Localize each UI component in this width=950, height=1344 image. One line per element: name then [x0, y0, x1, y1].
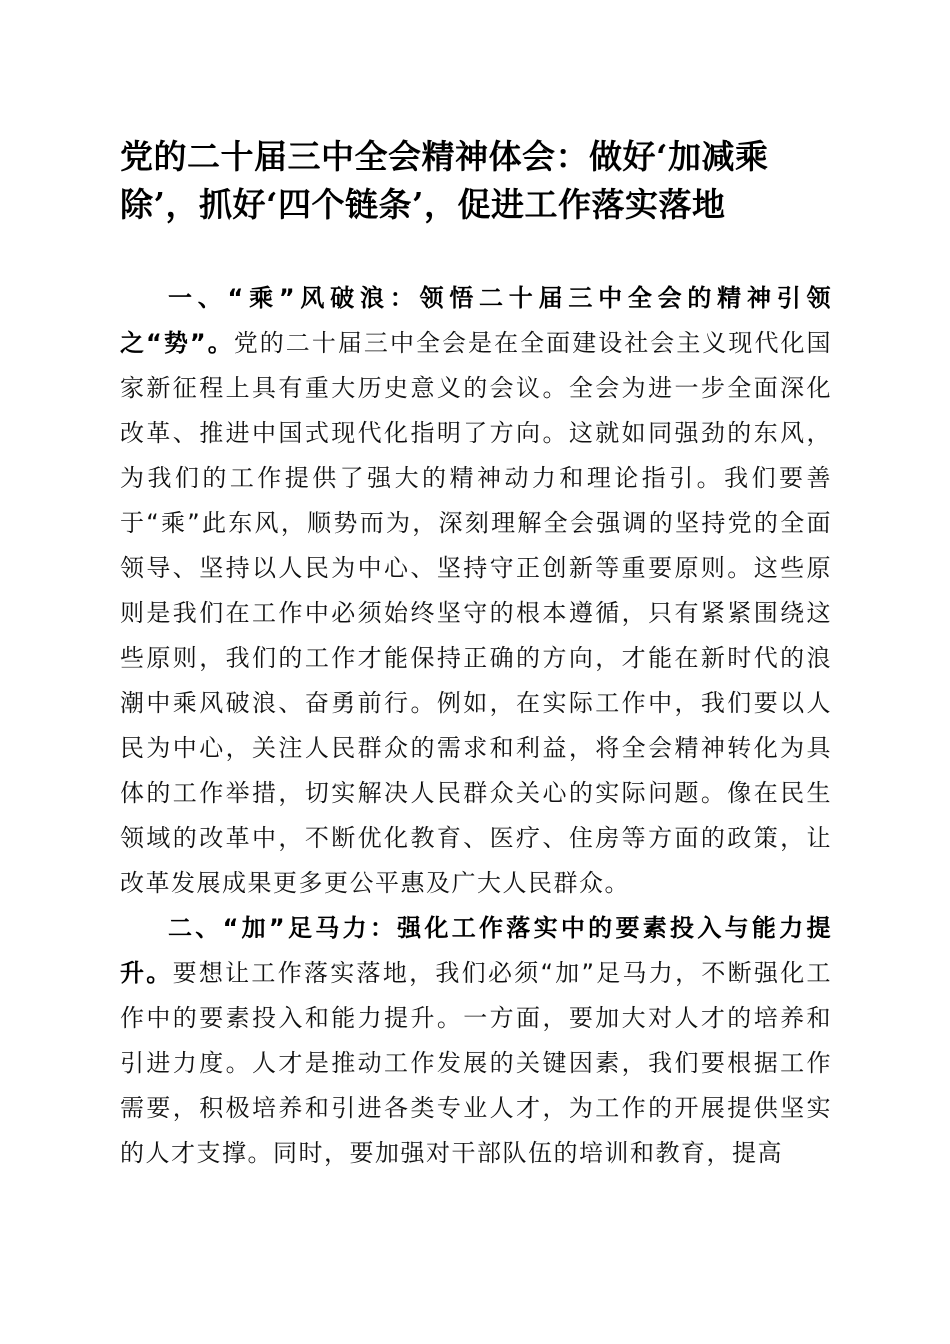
paragraph-1-text: 党的二十届三中全会是在全面建设社会主义现代化国家新征程上具有重大历史意义的会议。全会为进一步全面深化改革、推进中国式现代化指明了方向。这就如同强劲的东风，为我们的工作提供了强大的精神动力和理论指引。我们要善于“乘”此东风，顺势而为，深刻理解全会强调的坚持党的全面领导、坚持以人民为中心、坚持守正创新等重要原则。这些原则是我们在工作中必须始终坚守的根本遵循，只有紧紧围绕这些原则，我们的工作才能保持正确的方向，才能在新时代的浪潮中乘风破浪、奋勇前行。例如，在实际工作中，我们要以人民为中心，关注人民群众的需求和利益，将全会精神转化为具体的工作举措，切实解决人民群众关心的实际问题。像在民生领域的改革中，不断优化教育、医疗、住房等方面的政策，让改革发展成果更多更公平惠及广大人民群众。	[120, 329, 833, 897]
document-title: 党的二十届三中全会精神体会：做好‘加减乘除’，抓好‘四个链条’，促进工作落实落地	[120, 137, 769, 224]
paragraph-1	[120, 276, 832, 906]
paragraph-1-heading: 一、“乘”风破浪：领悟二十届三中全会的精神引领之“势”。	[120, 284, 832, 357]
paragraph-2-heading: 二、“加”足马力：强化工作落实中的要素投入与能力提升。	[120, 914, 832, 987]
paragraph-2	[120, 906, 832, 1176]
document-body	[120, 276, 832, 1176]
paragraph-2-text: 要想让工作落实落地，我们必须“加”足马力，不断强化工作中的要素投入和能力提升。一方面，要加大对人才的培养和引进力度。人才是推动工作发展的关键因素，我们要根据工作需要，积极培养和引进各类专业人才，为工作的开展提供坚实的人才支撑。同时，要加强对干部队伍的培训和教育，提高	[120, 959, 833, 1167]
